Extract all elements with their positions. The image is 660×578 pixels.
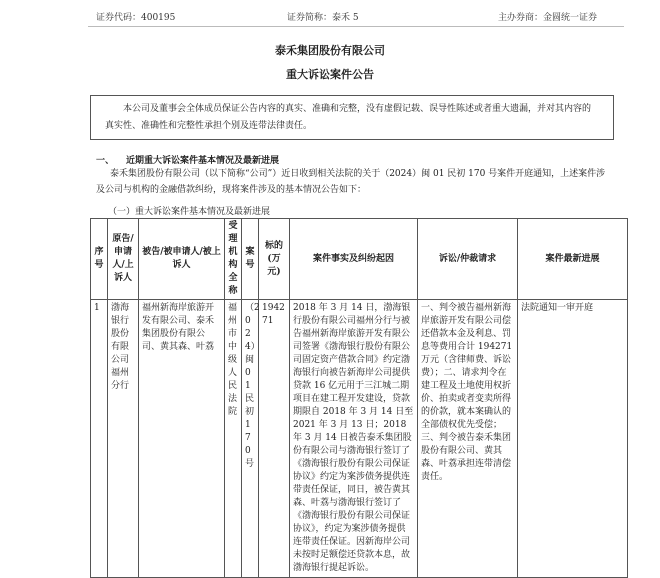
header-court: 受理机构全称: [225, 219, 242, 300]
header-divider: [88, 26, 624, 27]
section-number: 一、: [96, 156, 115, 166]
case-table: [90, 218, 628, 578]
header-amount: 标的(万元): [259, 219, 290, 300]
header-claims: 诉讼/仲裁请求: [418, 219, 518, 300]
table-row: [91, 300, 628, 578]
cell-progress: 法院通知一审开庭: [518, 300, 628, 578]
cell-claims: 一、判令被告福州新海岸旅游开发有限公司偿还借款本金及利息、罚息等费用合计 194271 万元（含律师费、诉讼费）；二、请求判令在建工程及土地使用权折价、拍卖或者变卖所得的价款，就本案确认的全部债权优先受偿；三、判令被告泰禾集团股份有限公司、黄其森、叶荔承担连带清偿责任。: [418, 300, 518, 578]
header-defendant: 被告/被申请人/被上诉人: [139, 219, 225, 300]
header-progress: 案件最新进展: [518, 219, 628, 300]
header-facts: 案件事实及纠纷起因: [290, 219, 418, 300]
cell-amount: 194271: [259, 300, 290, 578]
cell-no: 1: [91, 300, 108, 578]
section-heading: 近期重大诉讼案件基本情况及最新进展: [126, 156, 280, 166]
cell-case-no: （2024）闽01民初170号: [242, 300, 259, 578]
notice-box: [90, 95, 614, 140]
cell-defendant: 福州新海岸旅游开发有限公司、泰禾集团股份有限公司、黄其森、叶荔: [139, 300, 225, 578]
company-name: 泰禾集团股份有限公司: [275, 44, 385, 57]
broker-name: 主办券商：金圆统一证券: [498, 13, 598, 23]
security-code: 证券代码：400195: [96, 13, 176, 23]
header-no: 序号: [91, 219, 108, 300]
announcement-title: 重大诉讼案件公告: [286, 68, 374, 81]
header-plaintiff: 原告/申请人/上诉人: [108, 219, 139, 300]
header-case-no: 案号: [242, 219, 259, 300]
cell-plaintiff: 渤海银行股份有限公司福州分行: [108, 300, 139, 578]
security-short-name: 证券简称：泰禾 5: [287, 13, 359, 23]
section-paragraph: 泰禾集团股份有限公司（以下简称“公司”）近日收到相关法院的关于（2024）闽 01 民初 170 号案件开庭通知，上述案件涉及公司与机构的金融借款纠纷，现将案件涉及的基本情况公告如下：: [96, 169, 606, 195]
table-header-row: [91, 219, 628, 300]
subsection-heading: （一）重大诉讼案件基本情况及最新进展: [108, 207, 271, 217]
notice-text: 本公司及董事会全体成员保证公告内容的真实、准确和完整，没有虚假记载、误导性陈述或者重大遗漏，并对其内容的真实性、准确性和完整性承担个别及连带法律责任。: [105, 104, 592, 131]
cell-facts: 2018 年 3 月 14 日，渤海银行股份有限公司福州分行与被告福州新海岸旅游开发有限公司签署《渤海银行股份有限公司固定资产借款合同》约定渤海银行向被告新海岸公司提供贷款 16 亿元用于三江城二期项目在建工程开发建设，贷款期限自 2018 年 3 月 14 日至 2021 年 3 月 13 日；2018 年 3 月 14 日被告泰禾集团股份有限公司与渤海银行签订了《渤海银行股份有限公司保证协议》约定为案涉债务提供连带责任保证，同日，被告黄其森、叶荔与渤海银行签订了《渤海银行股份有限公司保证协议》，约定为案涉债务提供连带责任保证。因新海岸公司未按时足额偿还贷款本息，故渤海银行提起诉讼。: [290, 300, 418, 578]
cell-court: 福州市中级人民法院: [225, 300, 242, 578]
